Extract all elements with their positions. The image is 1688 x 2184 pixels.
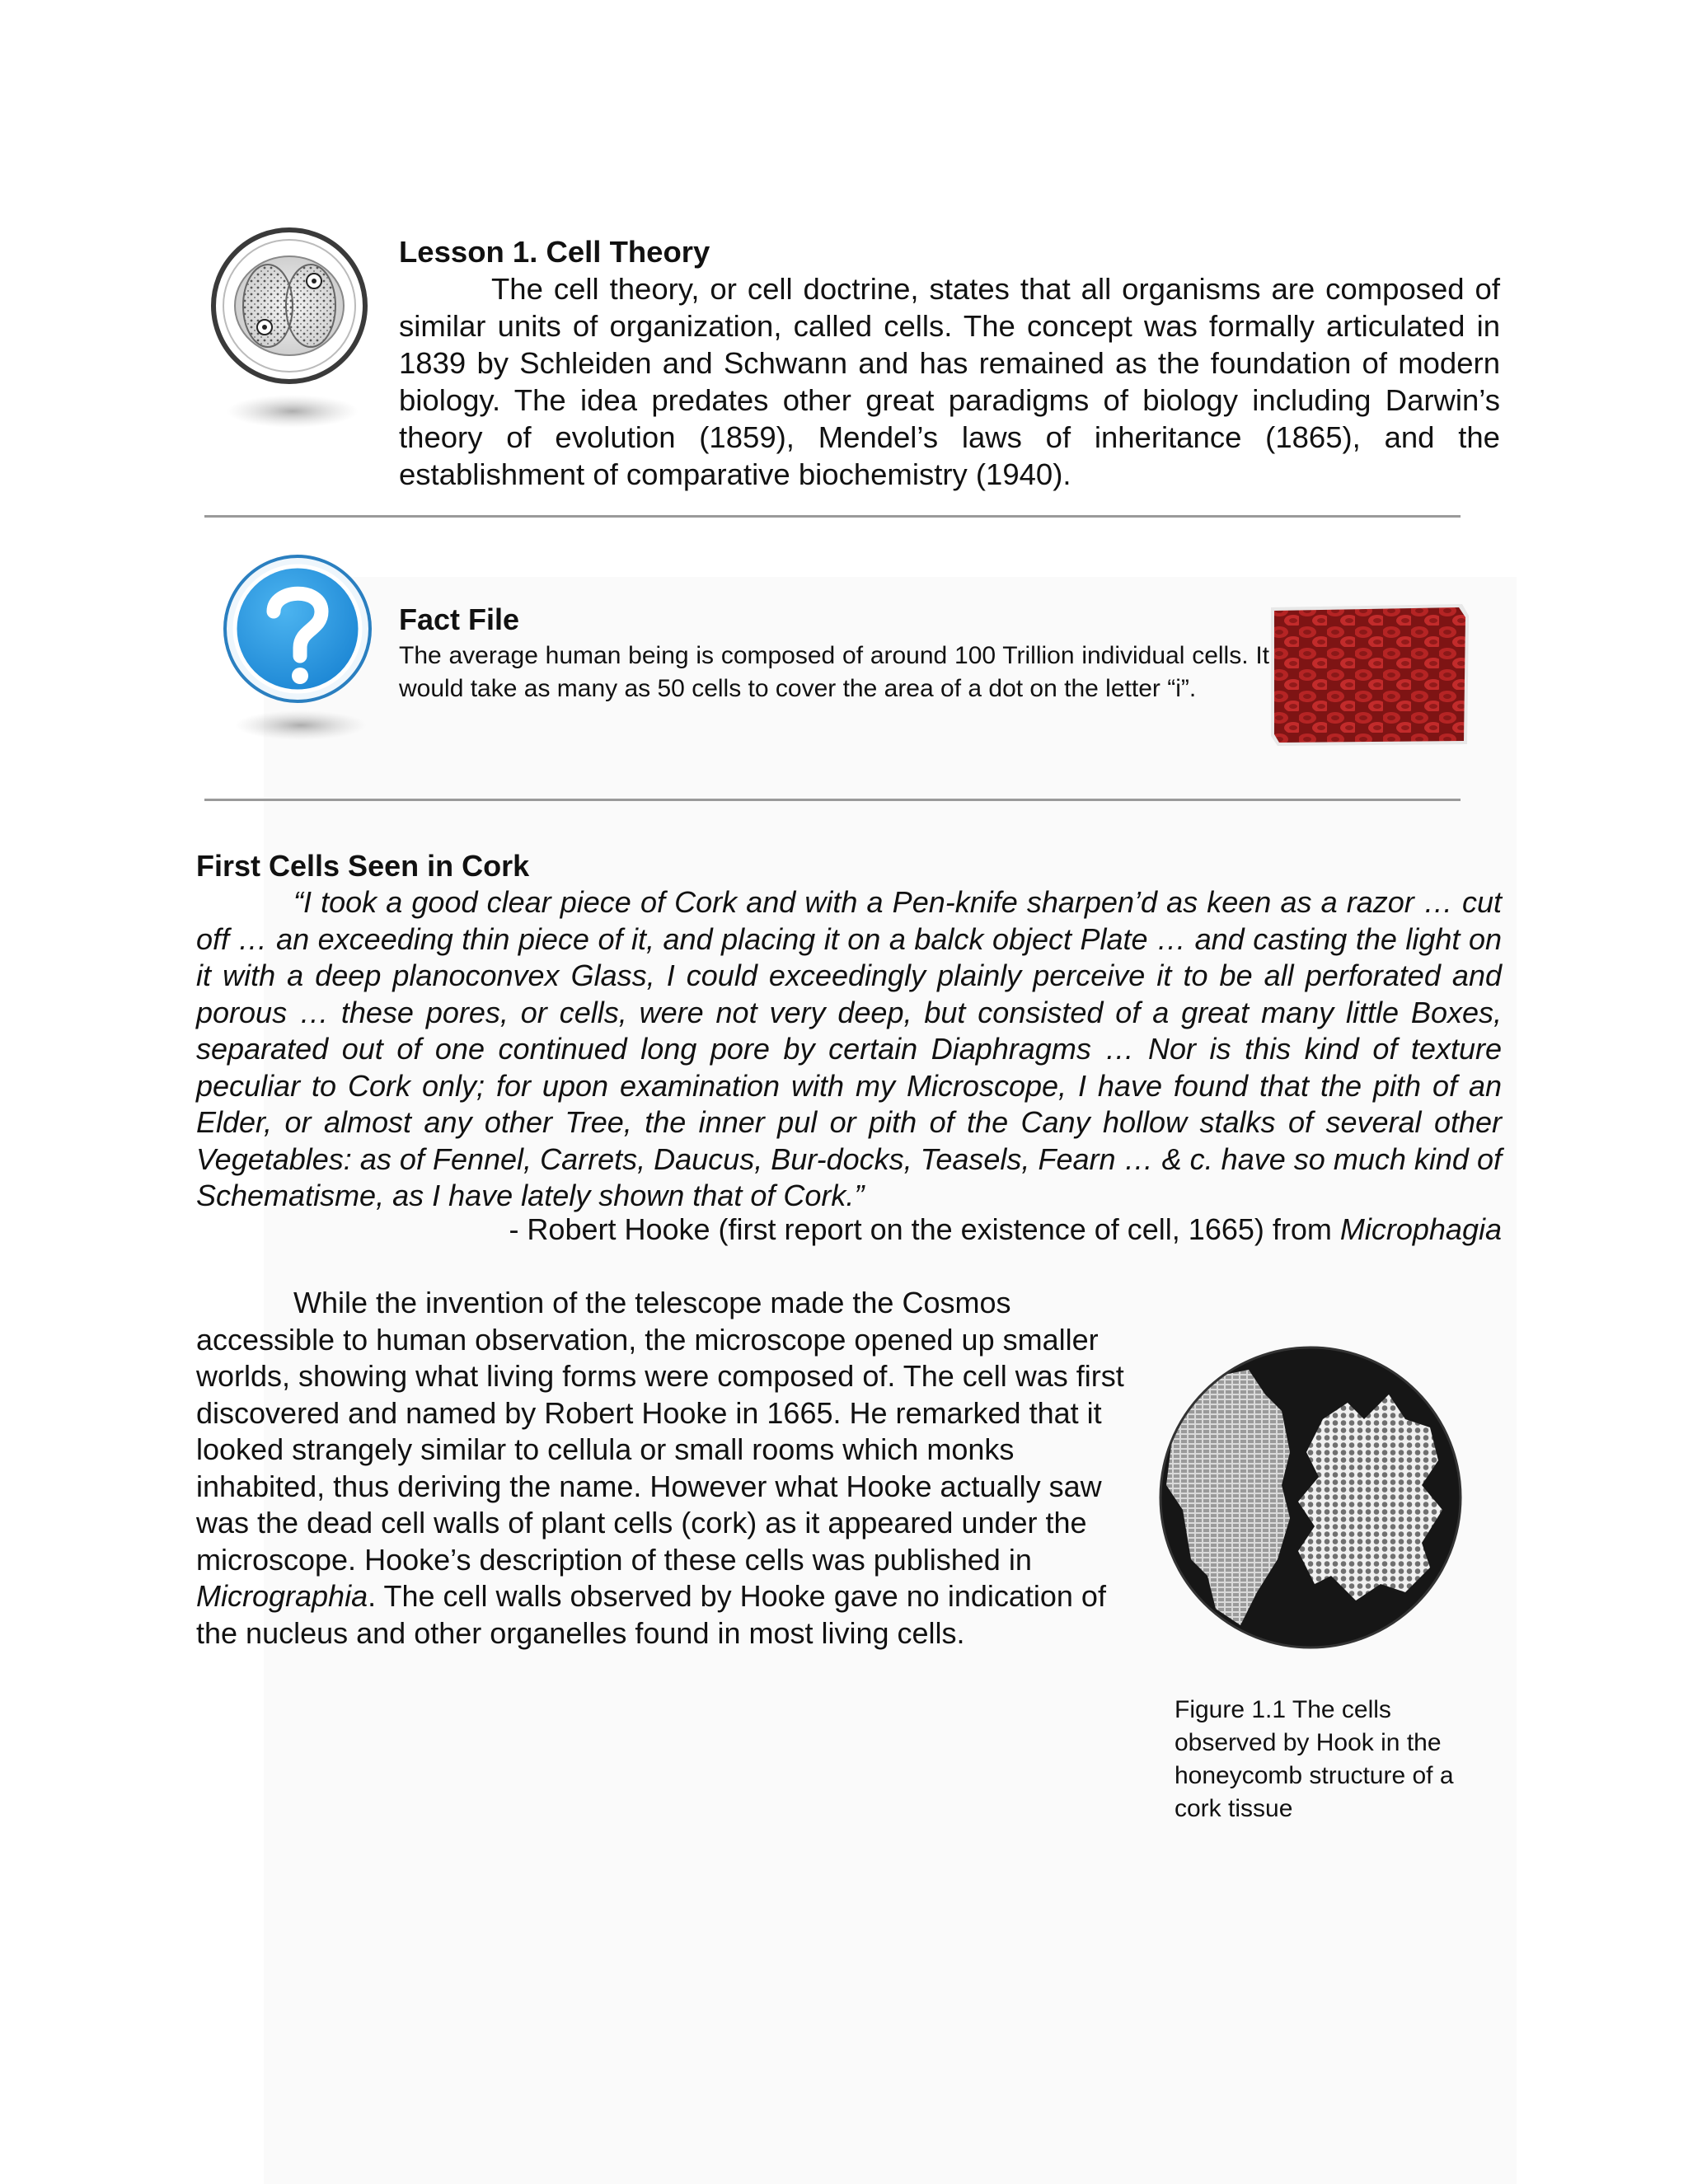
paragraph-text: While the invention of the telescope made the Cosmos accessible to human observation, the microscope opened up smaller worlds, showing what living forms were composed of. The cell was first discovered and named by Robert Hooke in 1665. He remarked that it looked strangely similar to cellula or small rooms which monks inhabited, thus deriving the name. However what Hooke actually saw was the dead cell walls of plant cells (cork) as it appeared under the microscope. Hooke’s description of these cells was published in bbox=[196, 1286, 1124, 1577]
figure-caption: Figure 1.1 The cells observed by Hook in the honeycomb structure of a cork tissue bbox=[1175, 1696, 1454, 1822]
hooke-quote: “I took a good clear piece of Cork and with a Pen-knife sharpen’d as keen as a razor … cut off … an exceeding thin piece of it, and placing it on a balck object Plate … and casting the light on it with a deep planoconvex Glass, I could exceedingly plainly perceive it to be all perforated and porous … these pores, or cells, were not very deep, but consisted of a great many little Boxes, separated out of one continued long pore by certain Diaphragms … Nor is this kind of texture peculiar to Cork only; for upon examination with my Microscope, I have found that the pith of an Elder, or almost any other Tree, the inner pul or pith of the Cany hollow stalks of several other Vegetables: as of Fennel, Carrets, Daucus, Bur-docks, Teasels, Fearn … & c. have so much kind of Schematisme, as I have lately shown that of Cork.” bbox=[196, 885, 1502, 1212]
dividing-cell-icon bbox=[210, 227, 368, 385]
fact-file-body: The average human being is composed of around 100 Trillion individual cells. It would take as many as 50 cells to cover the area of a dot on the letter “i”. bbox=[399, 642, 1269, 702]
lesson-block bbox=[399, 233, 1500, 493]
section-title: First Cells Seen in Cork bbox=[196, 849, 530, 883]
fact-file-title: Fact File bbox=[399, 602, 520, 636]
lesson-body: The cell theory, or cell doctrine, states that all organisms are composed of similar units of organization, called cells. The concept was formally articulated in 1839 by Schleiden and Schwann and has remained as the foundation of modern biology. The idea predates other great paradigms of biology including Darwin’s theory of evolution (1859), Mendel’s laws of inheritance (1865), and the establishment of comparative biochemistry (1940). bbox=[399, 272, 1500, 491]
divider bbox=[204, 515, 1461, 518]
lesson-title: Lesson 1. Cell Theory bbox=[399, 235, 710, 269]
paragraph-italic: Micrographia bbox=[196, 1579, 368, 1613]
body-paragraph bbox=[196, 1285, 1144, 1652]
red-blood-cells-image bbox=[1271, 604, 1469, 746]
attribution-source: Microphagia bbox=[1339, 1212, 1502, 1246]
attribution-text: - Robert Hooke (first report on the existence of cell, 1665) from bbox=[509, 1212, 1340, 1246]
cork-cells-image bbox=[1158, 1345, 1463, 1650]
icon-shadow bbox=[235, 709, 367, 742]
icon-shadow bbox=[227, 394, 359, 429]
quote-attribution bbox=[509, 1212, 1502, 1247]
paragraph-text-end: . The cell walls observed by Hooke gave no indication of the nucleus and other organelles found in most living cells. bbox=[196, 1579, 1106, 1650]
divider bbox=[204, 799, 1461, 801]
question-mark-icon bbox=[223, 554, 373, 704]
